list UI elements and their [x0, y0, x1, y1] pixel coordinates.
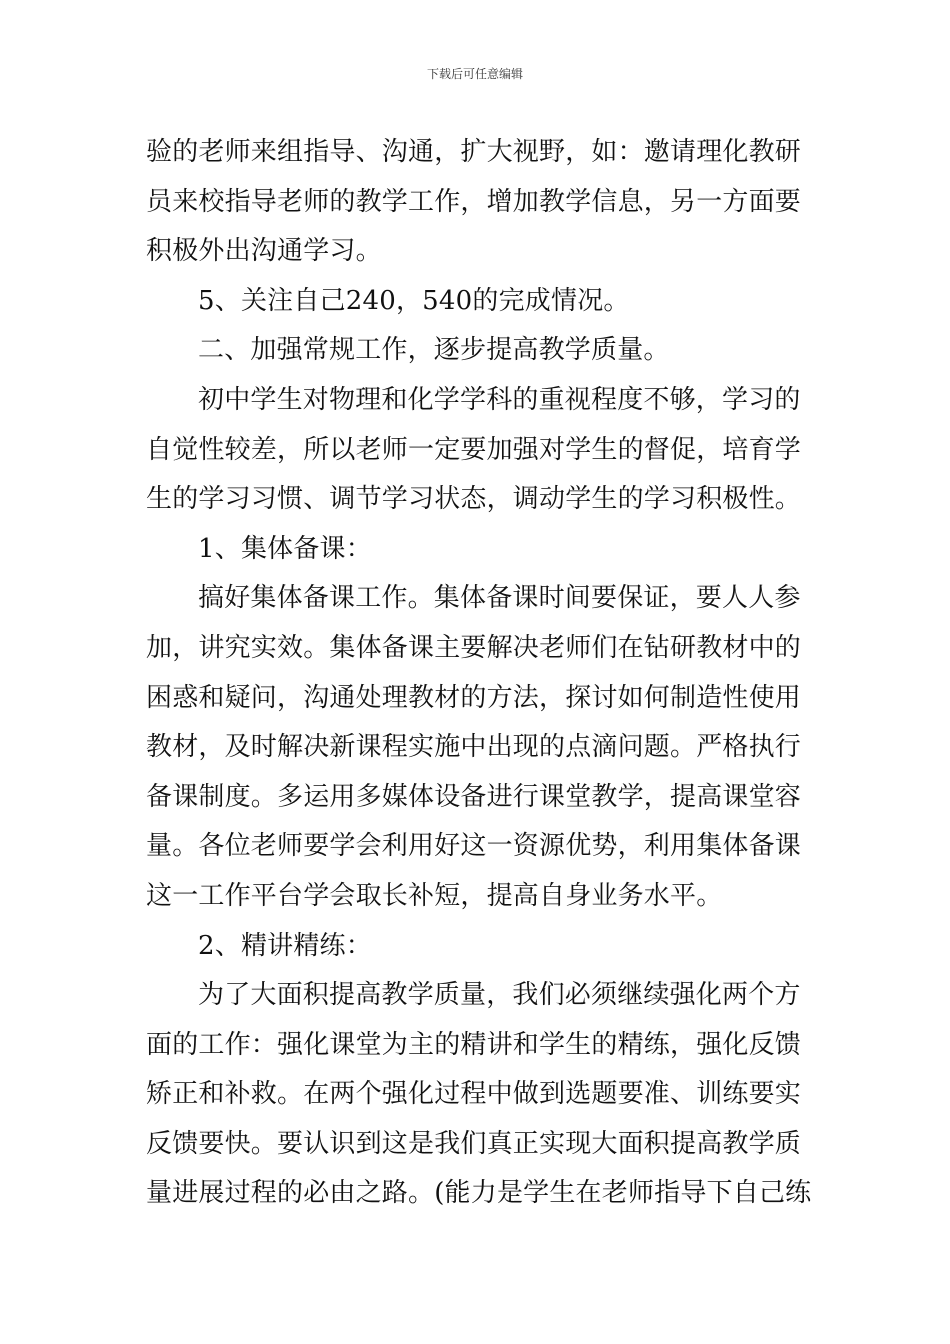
paragraph-start: 搞好集体备课工作。集体备课时间要保证，要人人参 — [198, 583, 801, 614]
text-line: 困惑和疑问，沟通处理教材的方法，探讨如何制造性使用 — [146, 682, 802, 713]
subsection-heading: 2、精讲精练： — [198, 930, 372, 961]
text-line: 生的学习习惯、调节学习状态，调动学生的学习积极性。 — [146, 484, 802, 515]
text-line: 这一工作平台学会取长补短，提高自身业务水平。 — [146, 880, 723, 911]
text-line: 验的老师来组指导、沟通，扩大视野，如：邀请理化教研 — [146, 137, 802, 167]
text-line: 加，讲究实效。集体备课主要解决老师们在钻研教材中的 — [146, 632, 802, 663]
section-heading: 二、加强常规工作，逐步提高教学质量。 — [198, 335, 670, 366]
paragraph-start: 为了大面积提高教学质量，我们必须继续强化两个方 — [198, 980, 801, 1011]
text-line: 积极外出沟通学习。 — [146, 236, 382, 267]
text-line: 员来校指导老师的教学工作，增加教学信息，另一方面要 — [146, 186, 802, 217]
text-line: 量进展过程的必由之路。(能力是学生在老师指导下自己练 — [146, 1178, 812, 1209]
page-header: 下载后可任意编辑 — [426, 67, 523, 81]
subsection-heading: 1、集体备课： — [198, 533, 372, 564]
document-body — [146, 128, 810, 1219]
list-item: 5、关注自己240，540的完成情况。 — [198, 285, 630, 316]
text-line: 自觉性较差，所以老师一定要加强对学生的督促，培育学 — [146, 434, 802, 465]
text-line: 量。各位老师要学会利用好这一资源优势，利用集体备课 — [146, 831, 802, 862]
text-line: 矫正和补救。在两个强化过程中做到选题要准、训练要实 — [146, 1079, 802, 1110]
text-line: 教材，及时解决新课程实施中出现的点滴问题。严格执行 — [146, 732, 802, 763]
text-line: 反馈要快。要认识到这是我们真正实现大面积提高教学质 — [146, 1128, 802, 1159]
paragraph-start: 初中学生对物理和化学学科的重视程度不够，学习的 — [198, 384, 801, 415]
text-line: 备课制度。多运用多媒体设备进行课堂教学，提高课堂容 — [146, 781, 802, 812]
text-line: 面的工作：强化课堂为主的精讲和学生的精练，强化反馈 — [146, 1029, 802, 1060]
